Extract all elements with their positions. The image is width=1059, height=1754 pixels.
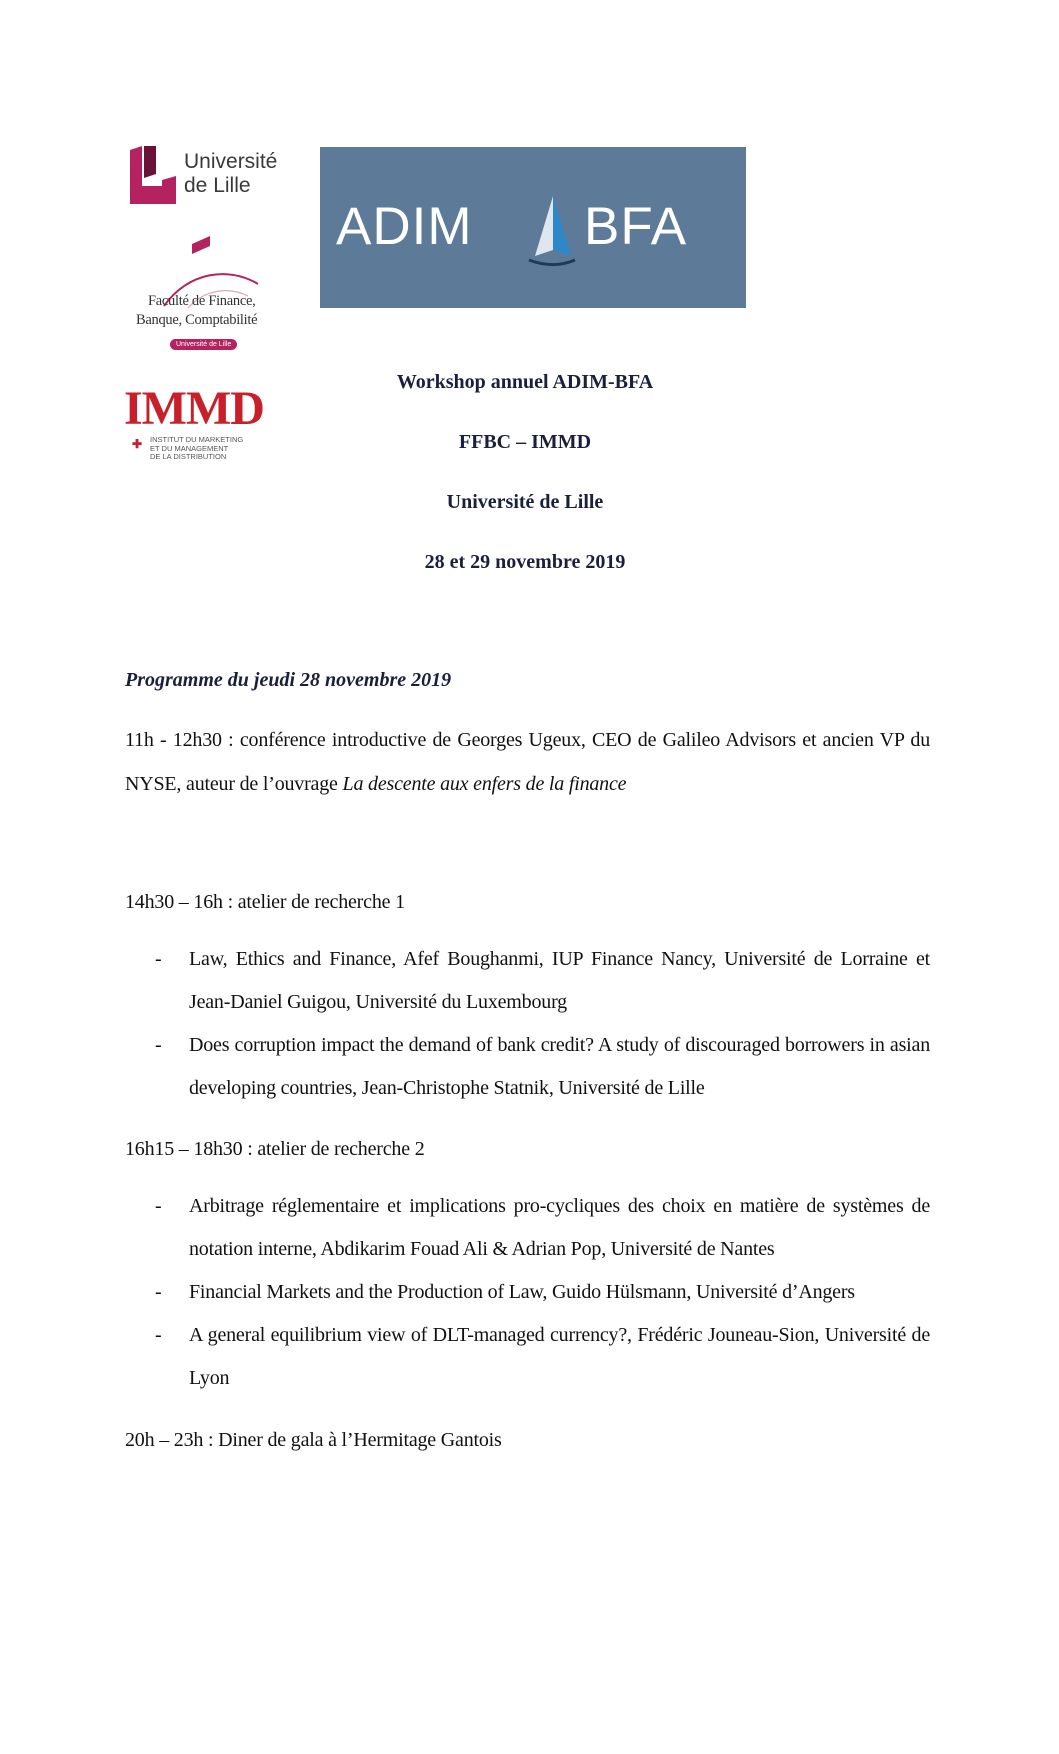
session1-item-1: Law, Ethics and Finance, Afef Boughanmi, IUP Finance Nancy, Université de Lorraine et Jean-Daniel Guigou, Université du Luxembourg <box>189 948 930 1013</box>
adim-bfa-logo <box>320 147 746 308</box>
immd-sub3: DE LA DISTRIBUTION <box>150 452 227 461</box>
ffbc-tag: Université de Lille <box>170 339 237 350</box>
session1-item-2: Does corruption impact the demand of bank credit? A study of discouraged borrowers in asian developing countries, Jean-Christophe Statnik, Université de Lille <box>189 1034 930 1099</box>
list-item <box>125 1271 930 1314</box>
intro-text: 11h - 12h30 : conférence introductive de Georges Ugeux, CEO de Galileo Advisors et ancien VP du NYSE, auteur de l’ouvrage <box>125 729 930 795</box>
immd-logo <box>124 382 284 473</box>
universite-de-lille-logo <box>128 146 288 212</box>
bullet-dash: - <box>155 1324 162 1346</box>
immd-sub1: INSTITUT DU MARKETING <box>150 435 244 444</box>
ffbc-line2: Banque, Comptabilité <box>136 312 258 328</box>
sail-triangle-icon <box>519 192 579 268</box>
immd-wordmark: IMMD <box>124 382 264 435</box>
immd-subtitle <box>150 436 243 462</box>
ulille-line1: Université <box>184 150 278 173</box>
universite-de-lille-wordmark <box>184 150 277 198</box>
workshop-dates: 28 et 29 novembre 2019 <box>424 551 626 573</box>
workshop-university: Université de Lille <box>446 491 604 513</box>
bullet-dash: - <box>155 948 162 970</box>
list-item <box>125 938 930 1024</box>
immd-sub2: ET DU MANAGEMENT <box>150 443 229 453</box>
ffbc-line1: Faculté de Finance, <box>148 293 256 309</box>
adim-text: ADIM <box>336 197 473 256</box>
ulille-line2: de Lille <box>184 174 251 197</box>
session1-heading: 14h30 – 16h : atelier de recherche 1 <box>125 891 405 913</box>
session2-item-2: Financial Markets and the Production of Law, Guido Hülsmann, Université d’Angers <box>189 1281 855 1303</box>
workshop-organizers: FFBC – IMMD <box>458 431 592 453</box>
gala-dinner: 20h – 23h : Diner de gala à l’Hermitage Gantois <box>125 1429 502 1451</box>
program-title: Programme du jeudi 28 novembre 2019 <box>125 669 452 691</box>
bullet-dash: - <box>155 1034 162 1056</box>
session1-list <box>125 938 930 1110</box>
list-item <box>125 1314 930 1400</box>
list-item <box>125 1024 930 1110</box>
session2-list <box>125 1185 930 1400</box>
list-item <box>125 1185 930 1271</box>
workshop-title: Workshop annuel ADIM-BFA <box>396 371 654 393</box>
session2-heading: 16h15 – 18h30 : atelier de recherche 2 <box>125 1138 425 1160</box>
lille-separator-icon <box>192 236 210 254</box>
session2-item-1: Arbitrage réglementaire et implications pro-cycliques des choix en matière de systèmes de notation interne, Abdikarim Fouad Ali & Adrian Pop, Université de Nantes <box>189 1195 930 1260</box>
immd-plus-icon: ✚ <box>132 437 143 451</box>
intro-book-title: La descente aux enfers de la finance <box>342 773 627 795</box>
universite-de-lille-mark-icon <box>128 146 178 206</box>
bullet-dash: - <box>155 1281 162 1303</box>
bullet-dash: - <box>155 1195 162 1217</box>
intro-conference <box>125 718 930 806</box>
bfa-text: BFA <box>584 197 688 256</box>
ffbc-logo <box>128 270 278 360</box>
session2-item-3: A general equilibrium view of DLT-managed currency?, Frédéric Jouneau-Sion, Université de Lyon <box>189 1324 930 1389</box>
